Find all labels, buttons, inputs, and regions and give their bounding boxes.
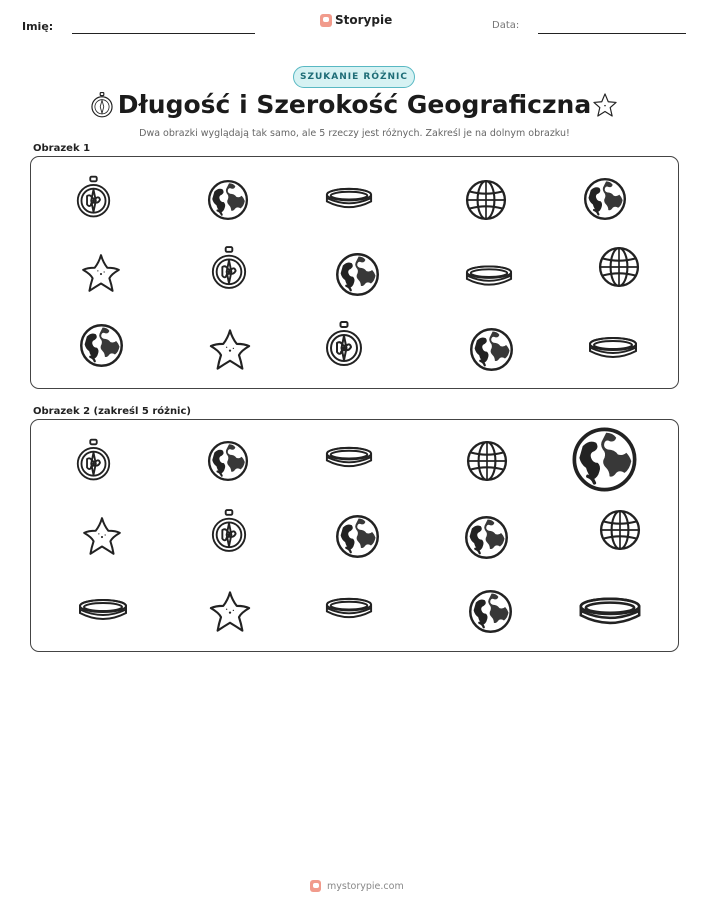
earth-globe-icon[interactable] xyxy=(207,440,249,482)
globe-grid-icon xyxy=(598,246,640,288)
compass-icon xyxy=(210,245,248,291)
date-line[interactable] xyxy=(538,33,686,34)
compass-icon[interactable] xyxy=(75,438,112,482)
earth-globe-icon[interactable] xyxy=(468,589,513,634)
globe-grid-icon xyxy=(465,179,507,221)
picture-2-panel[interactable] xyxy=(30,419,679,652)
footer-site[interactable]: mystorypie.com xyxy=(327,880,404,892)
compass-icon xyxy=(324,321,364,367)
earth-globe-icon[interactable] xyxy=(335,514,380,559)
activity-badge: SZUKANIE RÓŻNIC xyxy=(293,66,415,88)
instructions: Dwa obrazki wyglądają tak samo, ale 5 rzeczy jest różnych. Zakreśl je na dolnym obrazku! xyxy=(139,128,570,139)
ring-icon xyxy=(465,263,513,289)
page-title: Długość i Szerokość Geograficzna xyxy=(117,90,592,119)
earth-globe-icon xyxy=(469,327,514,372)
globe-grid-icon[interactable] xyxy=(599,509,641,551)
starfish-icon[interactable] xyxy=(78,515,126,557)
starfish-icon xyxy=(592,92,618,118)
ring-icon[interactable] xyxy=(323,445,375,470)
compass-icon xyxy=(75,175,112,219)
earth-globe-icon xyxy=(335,252,380,297)
earth-globe-icon xyxy=(583,177,627,221)
storypie-logo-icon xyxy=(320,14,332,27)
earth-globe-icon[interactable] xyxy=(464,515,509,560)
starfish-icon[interactable] xyxy=(207,589,253,634)
ring-icon xyxy=(588,335,638,361)
picture-1-panel xyxy=(30,156,679,389)
earth-globe-icon xyxy=(207,179,249,221)
ring-icon[interactable] xyxy=(578,595,642,628)
picture-1-label: Obrazek 1 xyxy=(33,143,91,154)
globe-grid-icon[interactable] xyxy=(466,440,508,482)
name-label: Imię: xyxy=(22,20,54,33)
footer xyxy=(310,880,404,892)
earth-globe-icon xyxy=(79,323,124,368)
starfish-icon xyxy=(77,252,125,294)
name-line[interactable] xyxy=(72,33,255,34)
earth-globe-icon[interactable] xyxy=(571,426,638,493)
ring-icon[interactable] xyxy=(78,597,128,623)
picture-2-label: Obrazek 2 (zakreśl 5 różnic) xyxy=(33,406,191,417)
brand-name: Storypie xyxy=(335,13,393,27)
starfish-icon xyxy=(207,327,253,372)
brand-logo xyxy=(320,13,392,27)
storypie-logo-icon xyxy=(310,880,321,892)
compass-icon[interactable] xyxy=(210,508,248,554)
date-label: Data: xyxy=(492,20,520,31)
ring-icon xyxy=(323,186,375,211)
ring-icon[interactable] xyxy=(323,596,375,621)
